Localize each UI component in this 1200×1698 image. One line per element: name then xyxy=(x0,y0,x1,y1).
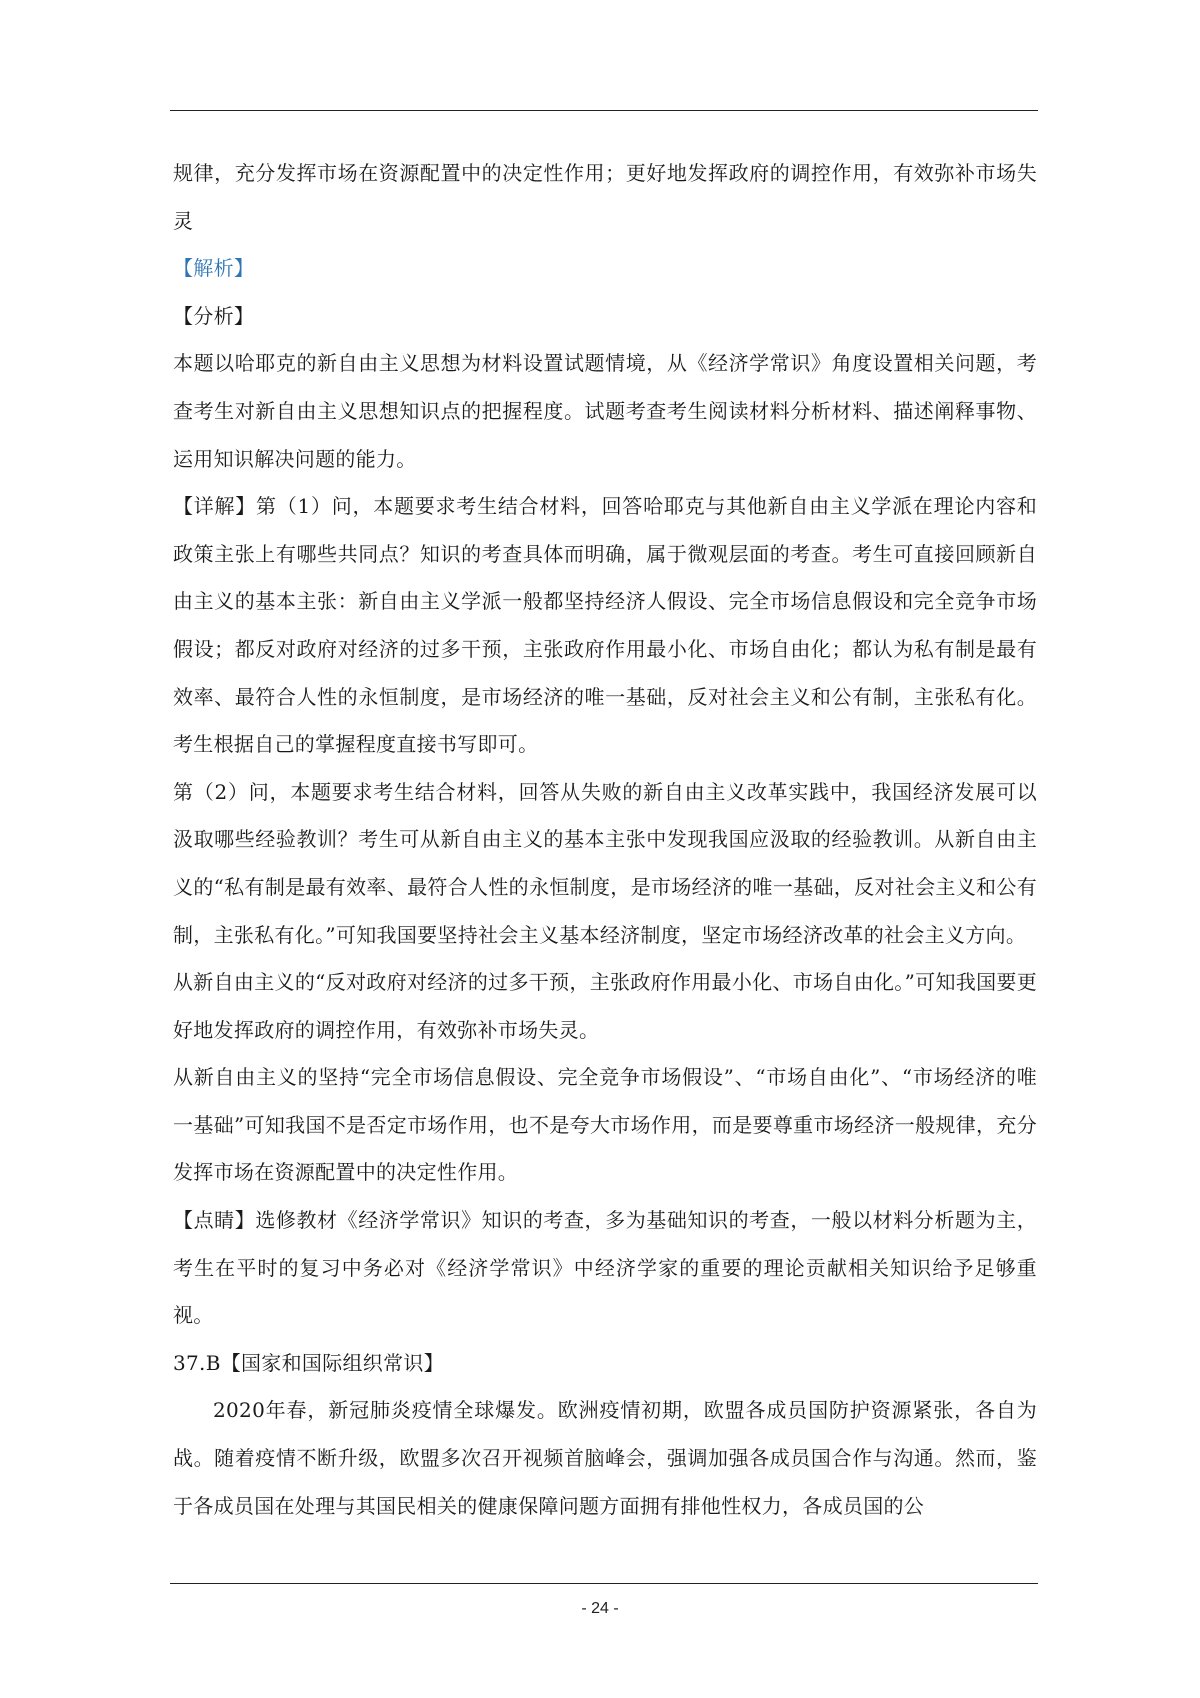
xiangjie-label: 【详解】 xyxy=(173,494,257,519)
answer-continuation: 规律，充分发挥市场在资源配置中的决定性作用；更好地发挥政府的调控作用，有效弥补市场失灵 xyxy=(173,161,1037,233)
xiangjie-paragraph-4: 从新自由主义的坚持“完全市场信息假设、完全竞争市场假设”、“市场自由化”、“市场经济的唯一基础”可知我国不是否定市场作用，也不是夸大市场作用，而是要尊重市场经济一般规律，充分发挥市场在资源配置中的决定性作用。 xyxy=(173,1065,1037,1185)
xiangjie-paragraph-1 xyxy=(173,483,1037,769)
jiexi-label: 【解析】 xyxy=(173,256,255,281)
footer-rule xyxy=(170,1583,1038,1584)
dianjing-text: 选修教材《经济学常识》知识的考查，多为基础知识的考查，一般以材料分析题为主，考生在平时的复习中务必对《经济学常识》中经济学家的重要的理论贡献相关知识给予足够重视。 xyxy=(173,1208,1037,1328)
fenxi-paragraph: 本题以哈耶克的新自由主义思想为材料设置试题情境，从《经济学常识》角度设置相关问题，考查考生对新自由主义思想知识点的把握程度。试题考查考生阅读材料分析材料、描述阐释事物、运用知识解决问题的能力。 xyxy=(173,351,1037,471)
xiangjie-q1-text: 第（1）问，本题要求考生结合材料，回答哈耶克与其他新自由主义学派在理论内容和政策主张上有哪些共同点？知识的考查具体而明确，属于微观层面的考查。考生可直接回顾新自由主义的基本主张：新自由主义学派一般都坚持经济人假设、完全市场信息假设和完全竞争市场假设；都反对政府对经济的过多干预，主张政府作用最小化、市场自由化；都认为私有制是最有效率、最符合人性的永恒制度，是市场经济的唯一基础，反对社会主义和公有制，主张私有化。考生根据自己的掌握程度直接书写即可。 xyxy=(173,494,1038,757)
page-number: - 24 - xyxy=(581,1600,619,1617)
xiangjie-paragraph-3: 从新自由主义的“反对政府对经济的过多干预，主张政府作用最小化、市场自由化。”可知我国要更好地发挥政府的调控作用，有效弥补市场失灵。 xyxy=(173,970,1037,1042)
document-body xyxy=(173,150,1037,1530)
dianjing-label: 【点睛】 xyxy=(173,1208,256,1233)
question-37-material: 2020年春，新冠肺炎疫情全球爆发。欧洲疫情初期，欧盟各成员国防护资源紧张，各自为战。随着疫情不断升级，欧盟多次召开视频首脑峰会，强调加强各成员国合作与沟通。然而，鉴于各成员国在处理与其国民相关的健康保障问题方面拥有排他性权力，各成员国的公 xyxy=(173,1398,1037,1518)
header-rule xyxy=(170,110,1038,111)
dianjing-paragraph xyxy=(173,1197,1037,1340)
fenxi-label: 【分析】 xyxy=(173,303,255,328)
question-37-heading: 37.B【国家和国际组织常识】 xyxy=(173,1350,445,1375)
xiangjie-paragraph-2: 第（2）问，本题要求考生结合材料，回答从失败的新自由主义改革实践中，我国经济发展可以汲取哪些经验教训？考生可从新自由主义的基本主张中发现我国应汲取的经验教训。从新自由主义的“私有制是最有效率、最符合人性的永恒制度，是市场经济的唯一基础，反对社会主义和公有制，主张私有化。”可知我国要坚持社会主义基本经济制度，坚定市场经济改革的社会主义方向。 xyxy=(173,779,1037,947)
